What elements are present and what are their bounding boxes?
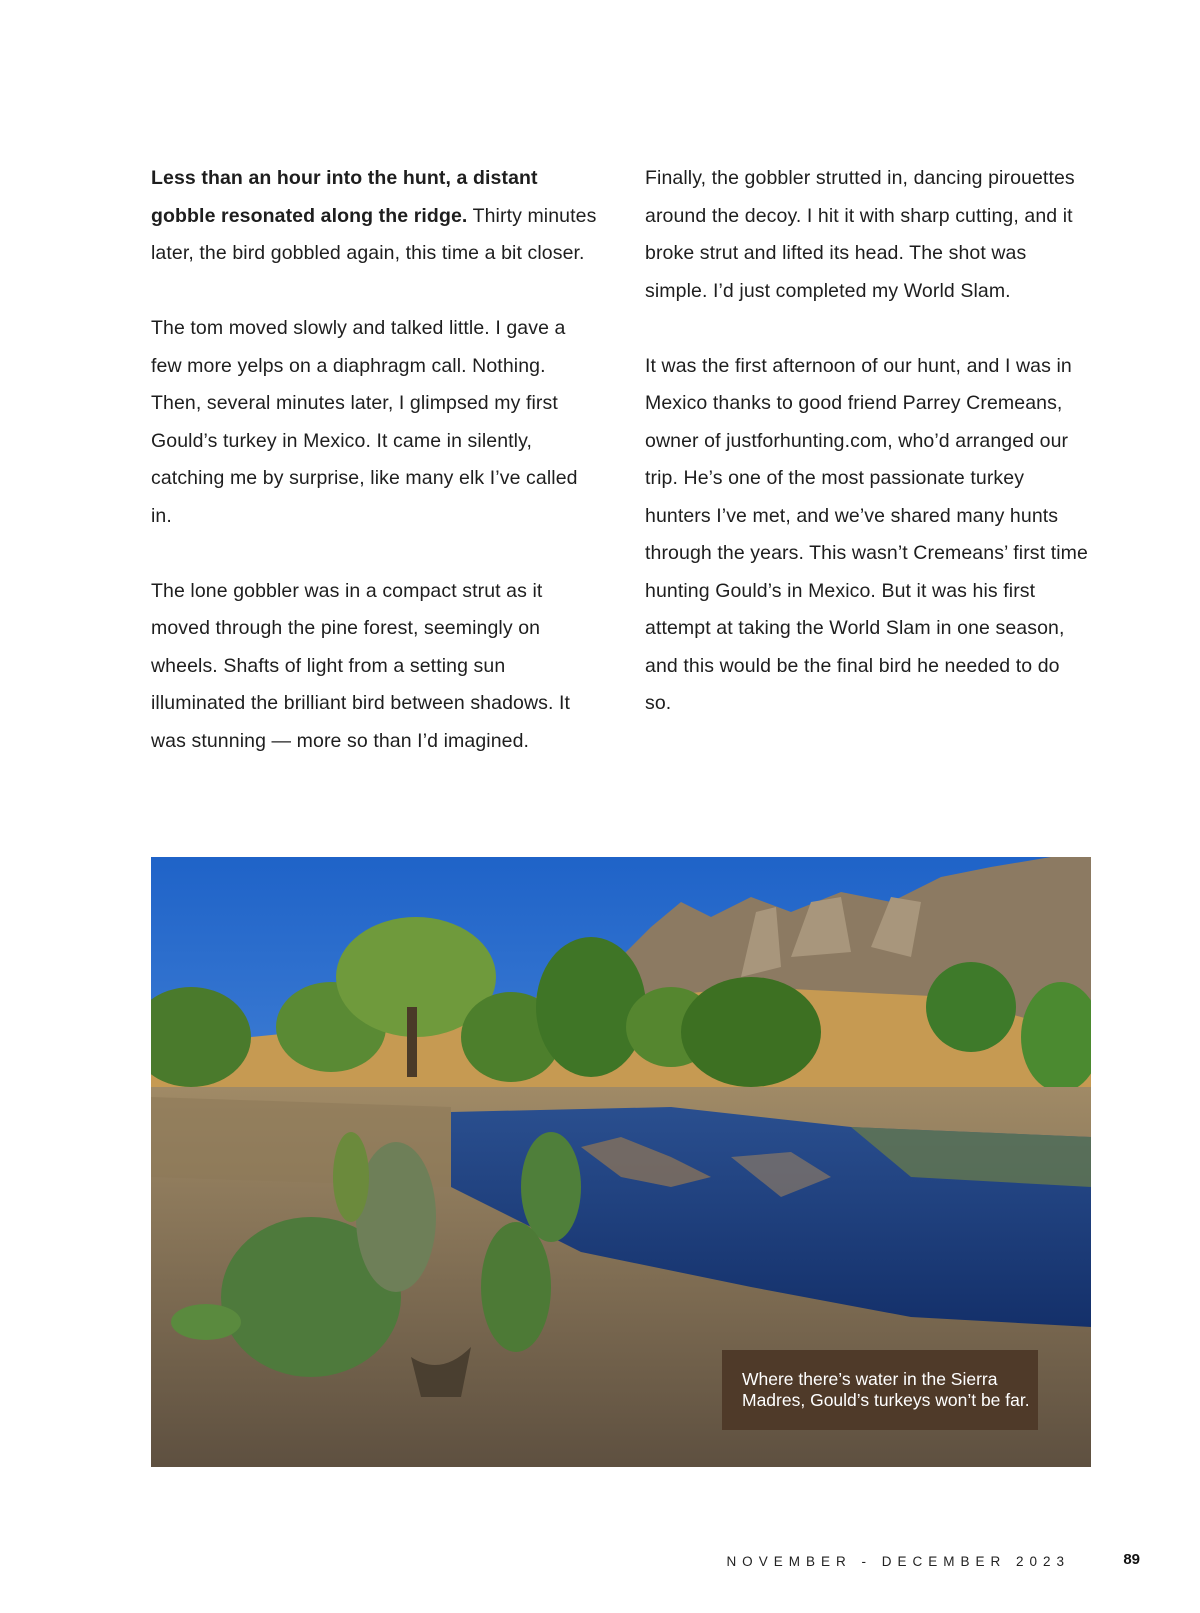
right-column bbox=[645, 160, 1091, 798]
paragraph: The tom moved slowly and talked little. I gave a few more yelps on a diaphragm call. Nothing. Then, several minutes later, I glimpsed my first Gould’s turkey in Mexico. It came in silently, catching me by surprise, like many elk I’ve called in. bbox=[151, 317, 578, 527]
left-column bbox=[151, 160, 597, 798]
landscape-photo bbox=[151, 857, 1091, 1467]
issue-date: NOVEMBER - DECEMBER 2023 bbox=[726, 1554, 1070, 1569]
lead-in: Less than an hour into the hunt, a distant gobble resonated along the ridge. bbox=[151, 167, 538, 227]
paragraph bbox=[151, 160, 597, 273]
paragraph: Finally, the gobbler strutted in, dancing pirouettes around the decoy. I hit it with sharp cutting, and it broke strut and lifted its head. The shot was simple. I’d just completed my World Slam. bbox=[645, 167, 1075, 302]
paragraph: The lone gobbler was in a compact strut as it moved through the pine forest, seemingly on wheels. Shafts of light from a setting sun illuminated the brilliant bird between shadows. It was stunning — more so than I’d imagined. bbox=[151, 579, 571, 752]
photo-caption: Where there’s water in the Sierra Madres, Gould’s turkeys won’t be far. bbox=[722, 1350, 1038, 1430]
page-number: 89 bbox=[1123, 1551, 1140, 1568]
paragraph: It was the first afternoon of our hunt, and I was in Mexico thanks to good friend Parrey Cremeans, owner of justforhunting.com, who’d arranged our trip. He’s one of the most passionate turkey hunters I’ve met, and we’ve shared many hunts through the years. This wasn’t Cremeans’ first time hunting Gould’s in Mexico. But it was his first attempt at taking the World Slam in one season, and this would be the final bird he needed to do so. bbox=[645, 354, 1088, 714]
article-body bbox=[151, 160, 1091, 798]
paragraph-text: Thirty minutes later, the bird gobbled again, this time a bit closer. bbox=[151, 204, 597, 264]
